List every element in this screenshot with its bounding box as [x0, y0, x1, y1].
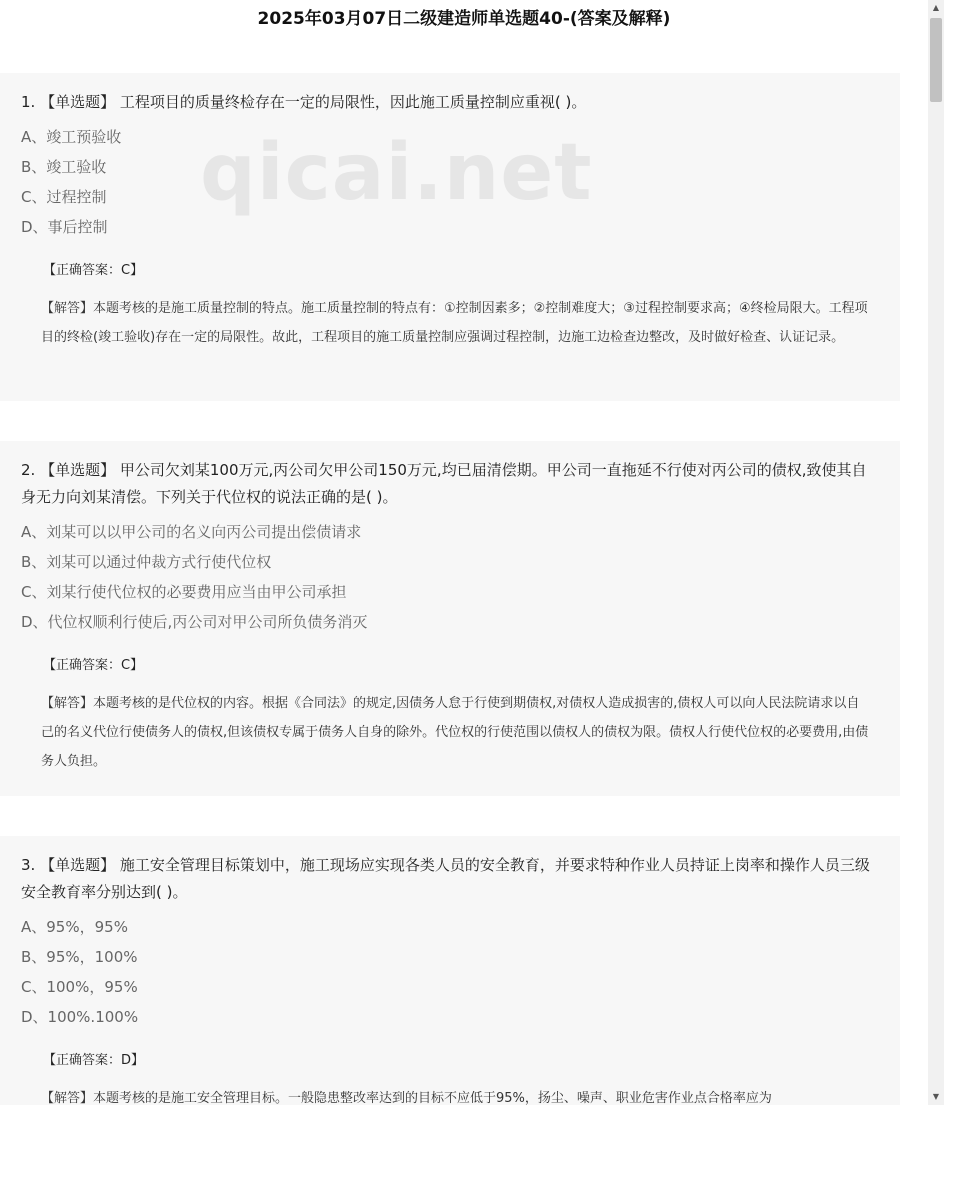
correct-answer: 【正确答案：D】	[43, 1053, 145, 1068]
question-number: 2.	[21, 461, 36, 479]
scrollbar-thumb[interactable]	[930, 18, 942, 102]
correct-answer: 【正确答案：C】	[43, 263, 144, 278]
correct-answer: 【正确答案：C】	[43, 658, 144, 673]
option-d[interactable]: D、代位权顺利行使后,丙公司对甲公司所负债务消灭	[21, 613, 368, 631]
option-d[interactable]: D、100%.100%	[21, 1008, 139, 1026]
scroll-down-arrow-icon[interactable]: ▼	[932, 1092, 940, 1101]
vertical-scrollbar[interactable]	[928, 0, 944, 1105]
question-text: 甲公司欠刘某100万元,丙公司欠甲公司150万元,均已届清偿期。甲公司一直拖延不行使对丙公司的债权,致使其自身无力向刘某清偿。下列关于代位权的说法正确的是( )。	[21, 461, 867, 506]
answer-explanation: 【解答】本题考核的是代位权的内容。根据《合同法》的规定,因债务人怠于行使到期债权,对债权人造成损害的,债权人可以向人民法院请求以自己的名义代位行使债务人的债权,但该债权专属于债务人自身的除外。代位权的行使范围以债权人的债权为限。债权人行使代位权的必要费用,由债务人负担。	[41, 696, 869, 769]
question-stem	[21, 89, 880, 116]
option-list	[21, 517, 880, 637]
question-card	[0, 836, 900, 1105]
answer-explanation: 【解答】本题考核的是施工质量控制的特点。施工质量控制的特点有：①控制因素多；②控制难度大；③过程控制要求高；④终检局限大。工程项目的终检(竣工验收)存在一定的局限性。故此，工程项目的施工质量控制应强调过程控制，边施工边检查边整改，及时做好检查、认证记录。	[41, 301, 868, 345]
option-c[interactable]: C、过程控制	[21, 188, 107, 206]
option-a[interactable]: A、95%，95%	[21, 918, 128, 936]
question-number: 1.	[21, 93, 36, 111]
scroll-up-arrow-icon[interactable]: ▲	[932, 3, 940, 12]
option-c[interactable]: C、刘某行使代位权的必要费用应当由甲公司承担	[21, 583, 347, 601]
question-card	[0, 441, 900, 796]
option-list	[21, 912, 880, 1032]
answer-explanation: 【解答】本题考核的是施工安全管理目标。一般隐患整改率达到的目标不应低于95%，扬尘、噪声、职业危害作业点合格率应为	[41, 1091, 772, 1105]
question-text: 工程项目的质量终检存在一定的局限性，因此施工质量控制应重视( )。	[119, 93, 587, 111]
question-text: 施工安全管理目标策划中，施工现场应实现各类人员的安全教育，并要求特种作业人员持证上岗率和操作人员三级安全教育率分别达到( )。	[21, 856, 870, 901]
question-stem	[21, 852, 880, 906]
option-a[interactable]: A、刘某可以以甲公司的名义向丙公司提出偿债请求	[21, 523, 362, 541]
option-d[interactable]: D、事后控制	[21, 218, 108, 236]
page-title: 2025年03月07日二级建造师单选题40-(答案及解释)	[257, 9, 671, 29]
question-type: 【单选题】	[40, 461, 116, 479]
option-a[interactable]: A、竣工预验收	[21, 128, 122, 146]
option-list	[21, 122, 880, 242]
question-type: 【单选题】	[40, 856, 116, 874]
question-number: 3.	[21, 856, 36, 874]
question-type: 【单选题】	[40, 93, 116, 111]
watermark: qicai.net	[200, 128, 593, 218]
option-c[interactable]: C、100%，95%	[21, 978, 138, 996]
question-stem	[21, 457, 880, 511]
option-b[interactable]: B、刘某可以通过仲裁方式行使代位权	[21, 553, 272, 571]
option-b[interactable]: B、95%，100%	[21, 948, 138, 966]
option-b[interactable]: B、竣工验收	[21, 158, 107, 176]
question-card	[0, 73, 900, 401]
